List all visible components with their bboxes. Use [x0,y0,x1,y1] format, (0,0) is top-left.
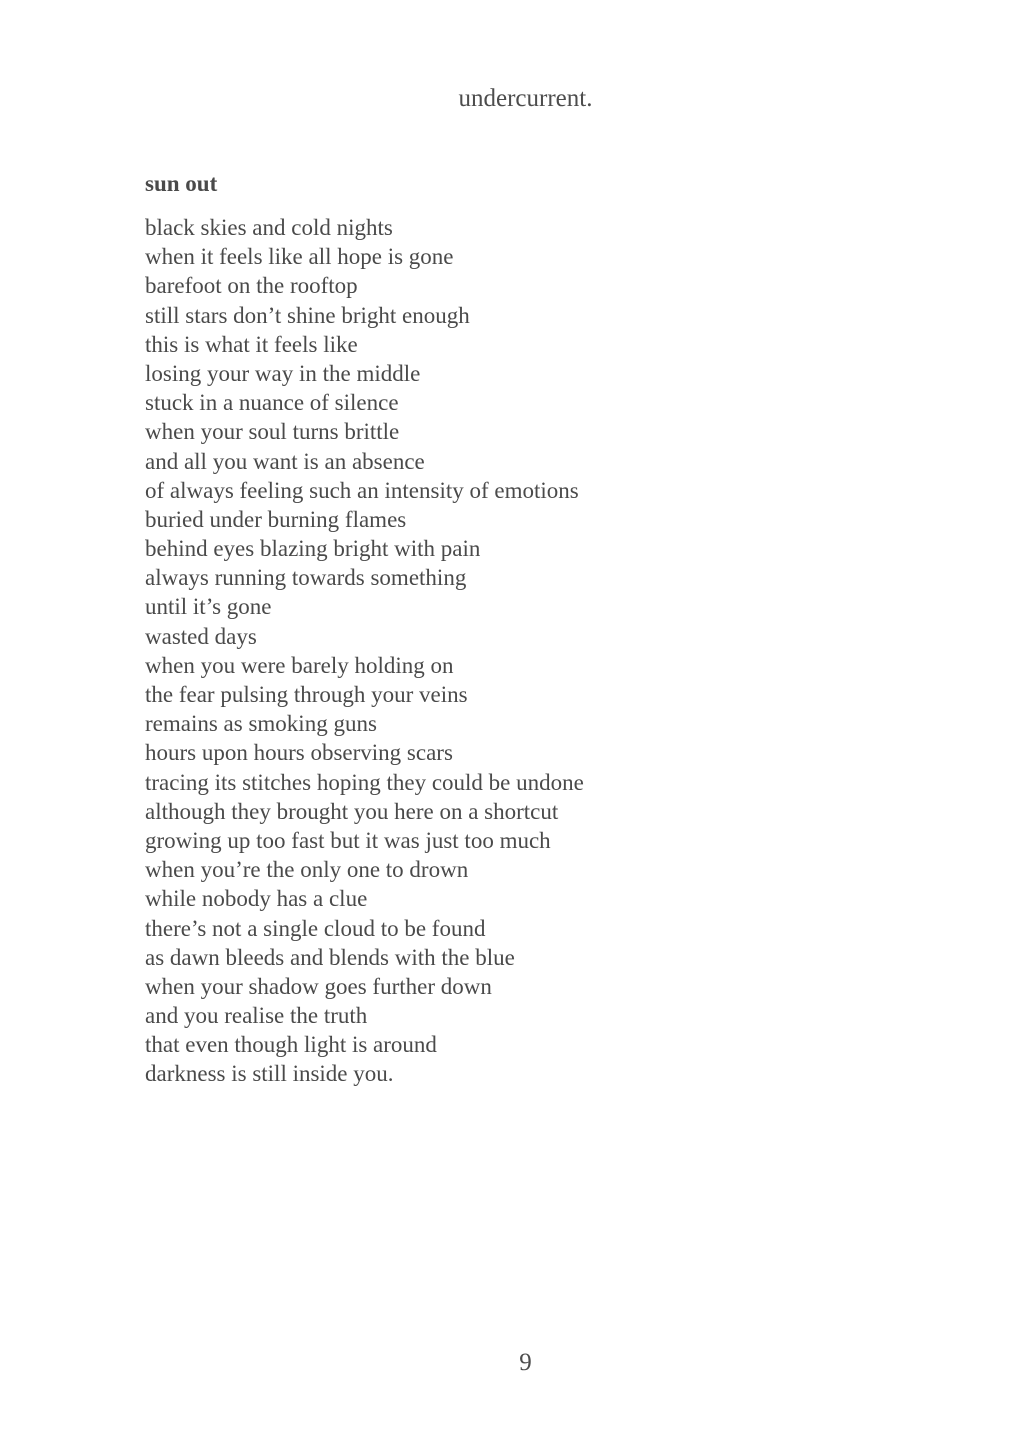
poem-line: although they brought you here on a shortcut [145,798,559,824]
poem-line: and all you want is an absence [145,448,425,474]
poem-line: stuck in a nuance of silence [145,390,399,416]
poem-line: buried under burning flames [145,506,407,532]
poem-line: growing up too fast but it was just too much [145,827,551,853]
poem-line: as dawn bleeds and blends with the blue [145,944,515,970]
poem-line: there’s not a single cloud to be found [145,915,486,941]
poem-title: sun out [145,171,218,196]
poem-line: black skies and cold nights [145,215,393,240]
poem-line: when your soul turns brittle [145,419,400,445]
poem-line: darkness is still inside you. [145,1061,394,1087]
poem-line: remains as smoking guns [145,711,377,737]
poem-line: and you realise the truth [145,1003,368,1029]
poem-line: barefoot on the rooftop [145,273,358,299]
poem-line: hours upon hours observing scars [145,740,453,766]
poem-line: this is what it feels like [145,331,358,357]
poem-line: always running towards something [145,565,467,591]
poem-line: losing your way in the middle [145,360,421,386]
running-header-title: undercurrent. [458,85,593,112]
poem-line: the fear pulsing through your veins [145,682,468,707]
poem-line: tracing its stitches hoping they could be undone [145,769,584,795]
poem-line: that even though light is around [145,1032,437,1058]
poem-line: wasted days [145,623,257,649]
poem-line: when it feels like all hope is gone [145,244,454,270]
poem-lines [145,213,905,1089]
poem-line: when you were barely holding on [145,652,454,678]
page-number: 9 [519,1349,532,1376]
poem-line: while nobody has a clue [145,886,368,912]
poem-line: until it’s gone [145,594,272,620]
poem [145,168,905,1089]
poem-line: of always feeling such an intensity of emotions [145,477,579,503]
poem-line: when you’re the only one to drown [145,857,469,883]
poem-line: still stars don’t shine bright enough [145,302,470,328]
poem-line: behind eyes blazing bright with pain [145,536,481,562]
poem-line: when your shadow goes further down [145,973,492,999]
